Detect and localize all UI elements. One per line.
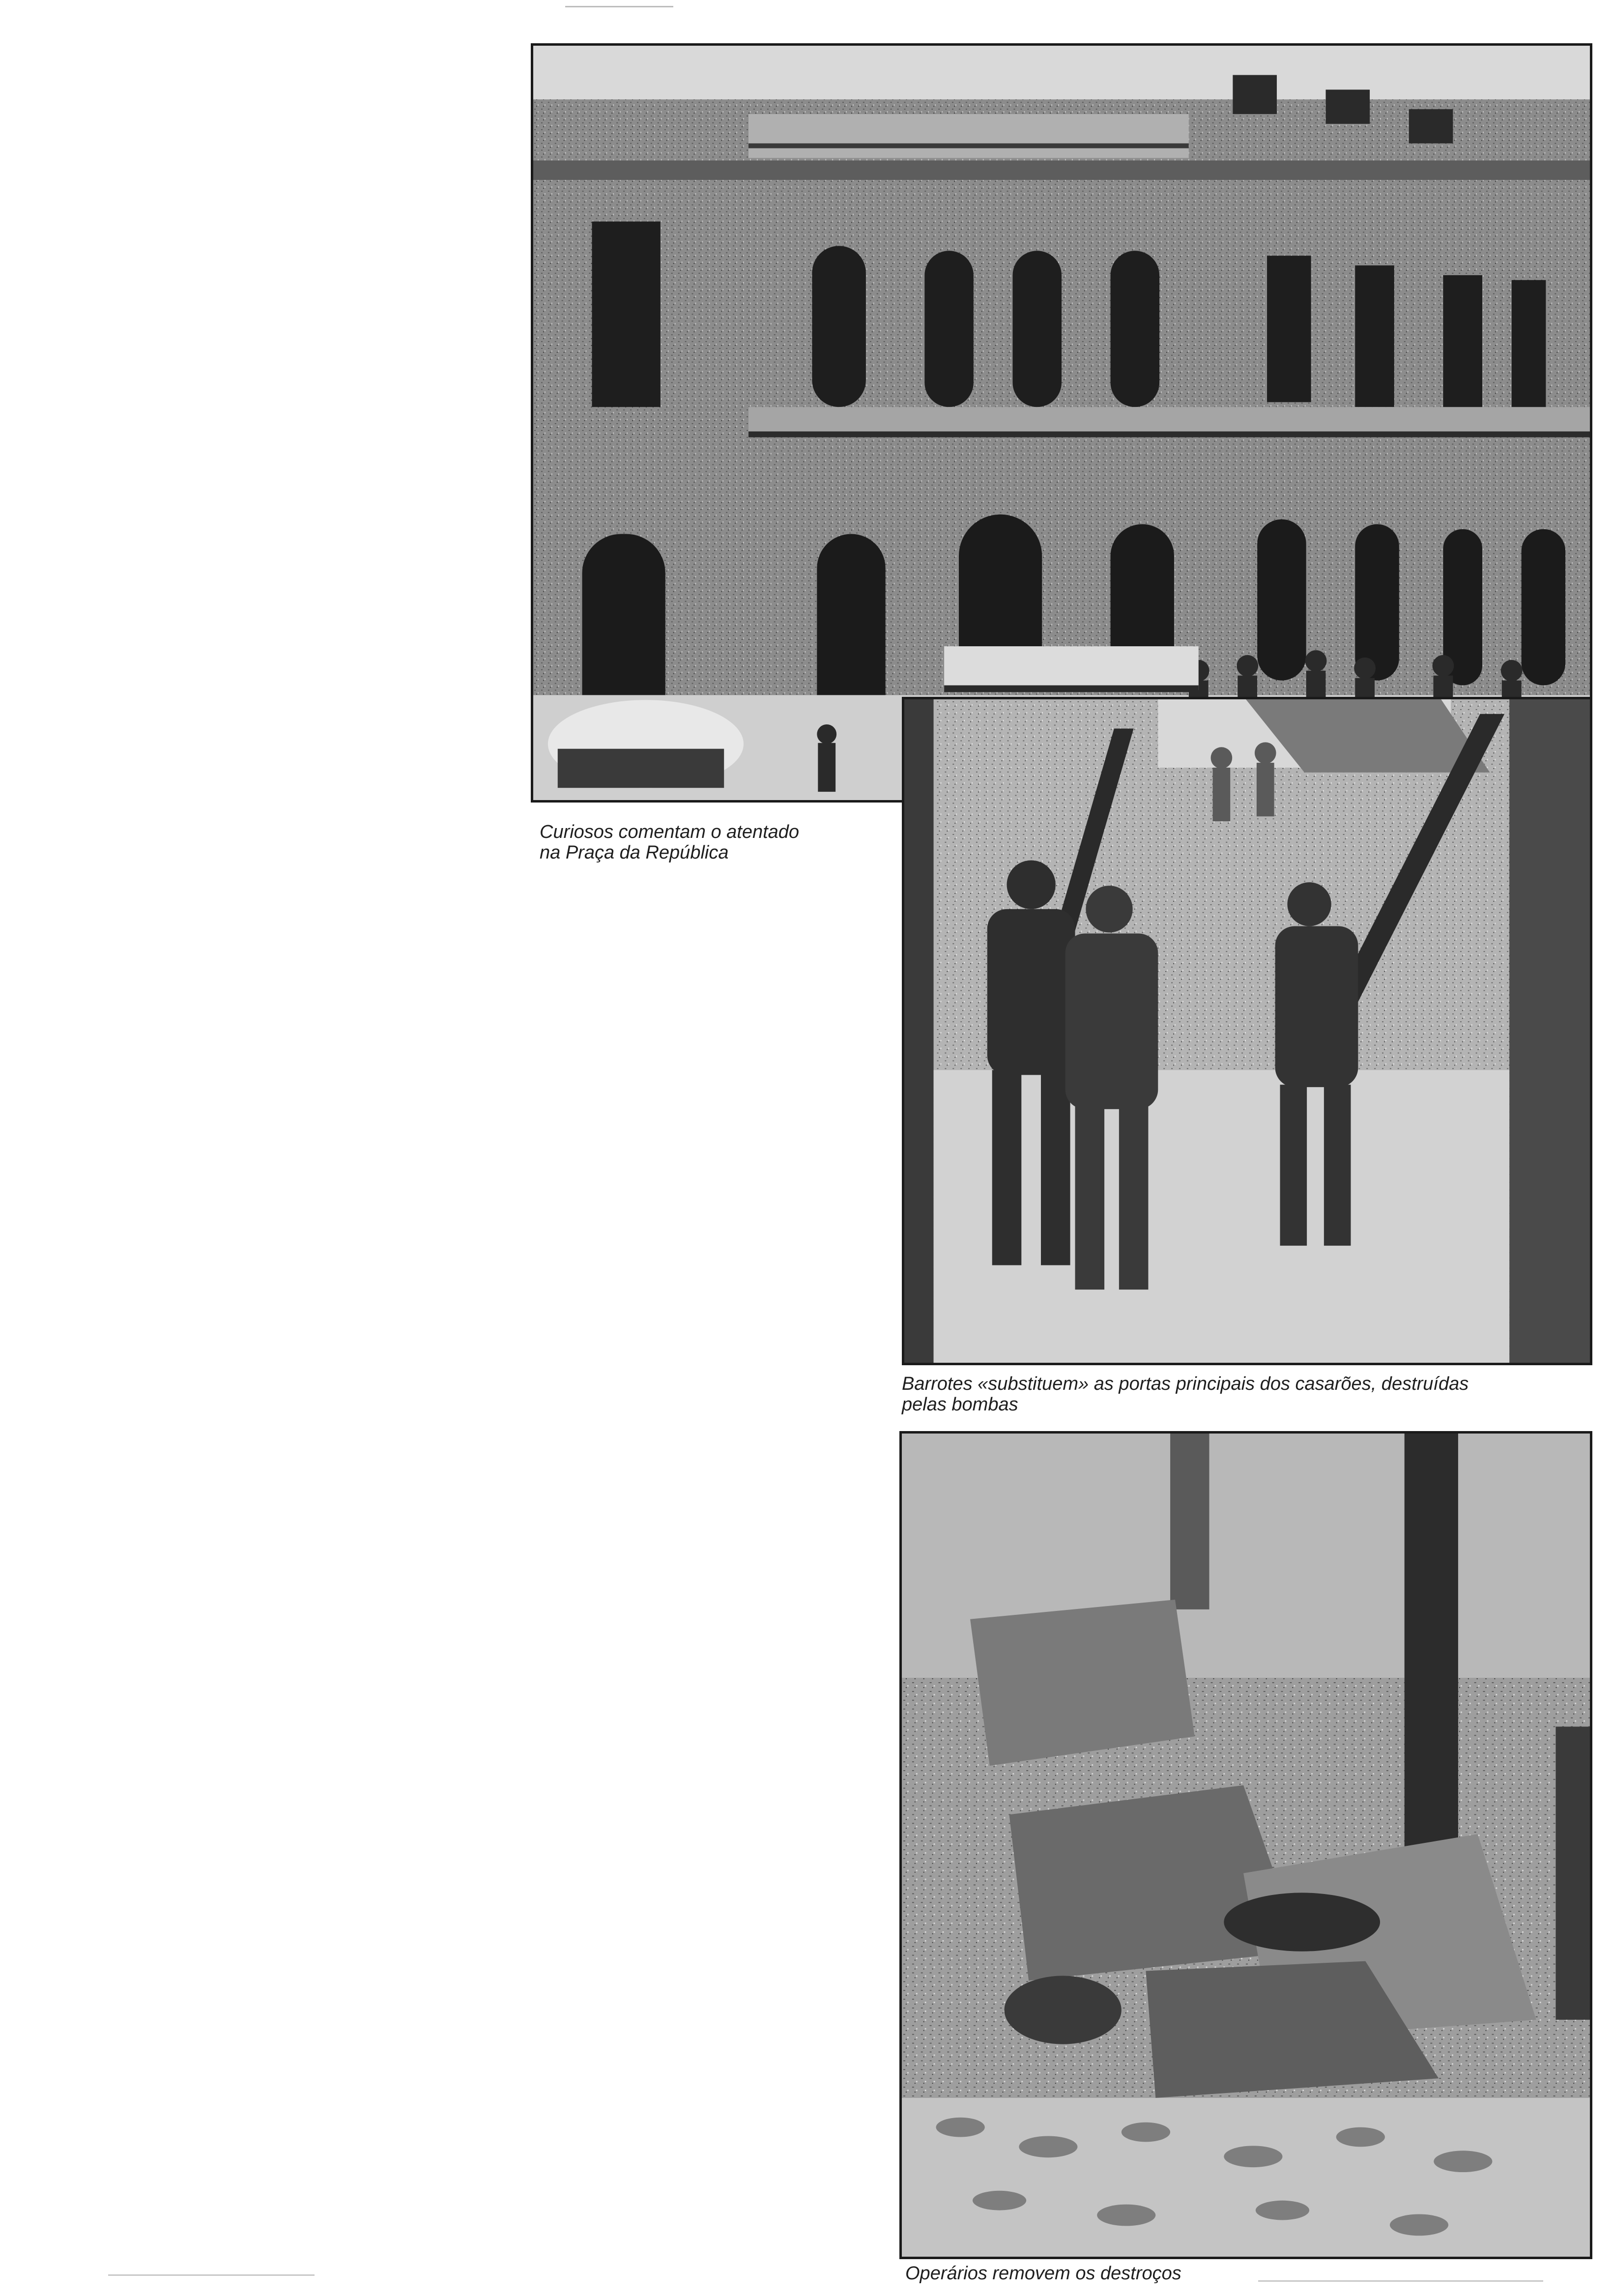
beams-illustration	[904, 699, 1590, 1363]
photo-rubble-debris	[899, 1431, 1592, 2259]
scan-speck	[108, 2274, 315, 2276]
caption-line: pelas bombas	[902, 1394, 1018, 1415]
caption-line: Operários removem os destroços	[905, 2263, 1181, 2284]
top-scan-line	[565, 6, 673, 7]
rubble-illustration	[902, 1434, 1590, 2257]
caption-barrotes	[902, 1374, 1590, 1415]
caption-line: Barrotes «substituem» as portas principais dos casarões, destruídas	[902, 1374, 1469, 1394]
photo-building-facade	[531, 43, 1592, 803]
caption-curiosos	[540, 822, 884, 863]
photo-men-carrying-beams	[902, 697, 1592, 1365]
facade-illustration	[533, 46, 1590, 800]
caption-line: Curiosos comentam o atentado	[540, 822, 800, 842]
scan-speck	[1258, 2280, 1543, 2282]
caption-line: na Praça da República	[540, 842, 729, 863]
